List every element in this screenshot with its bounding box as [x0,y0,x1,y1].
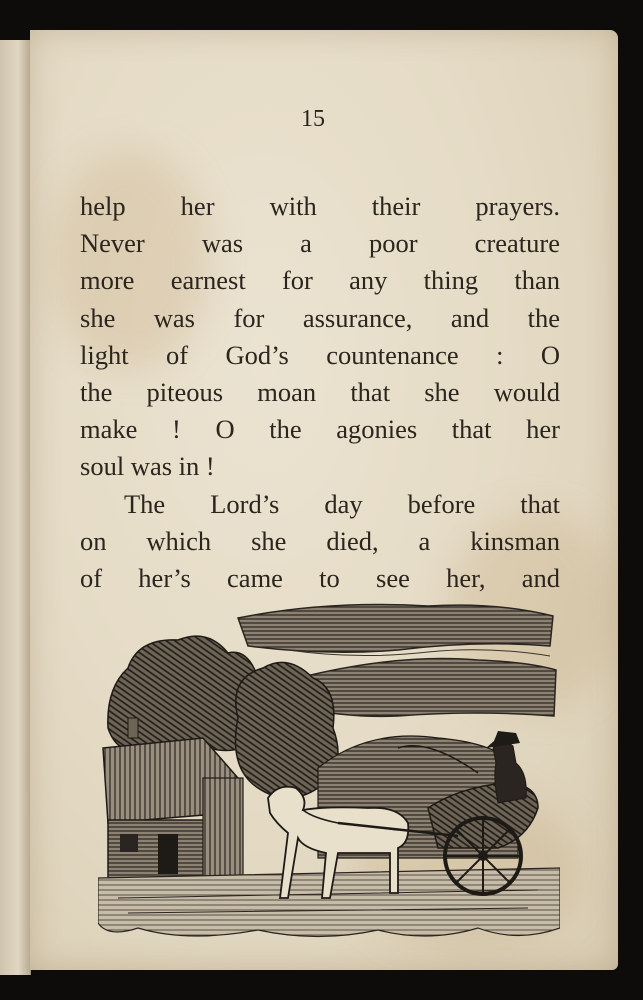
book-page [30,30,618,970]
driver-hat [486,731,520,748]
text-line: of her’s came to see her, and [80,562,560,593]
driver [493,742,526,803]
text-line: light of God’s countenance : O [80,339,560,370]
text-line: make ! O the agonies that her [80,414,560,445]
text-line: soul was in ! [80,451,215,482]
text-line: more earnest for any thing than [80,265,560,296]
side-wing [203,778,243,878]
text-line: she was for assurance, and the [80,302,560,333]
text-line: Never was a poor creature [80,228,560,259]
chimney [128,718,138,738]
text-line: on which she died, a kinsman [80,525,560,556]
text-line: the piteous moan that she would [80,376,560,407]
text-line: The Lord’s day before that [124,488,560,519]
cloud-band-lower [298,658,556,716]
cloud-band-upper [238,605,553,653]
text-line: help her with their prayers. [80,191,560,221]
house-window [120,834,138,852]
woodcut-illustration [98,598,560,943]
house-door [158,834,178,874]
page-number: 15 [301,106,325,132]
previous-page-edge [0,40,31,975]
body-text [80,188,560,597]
